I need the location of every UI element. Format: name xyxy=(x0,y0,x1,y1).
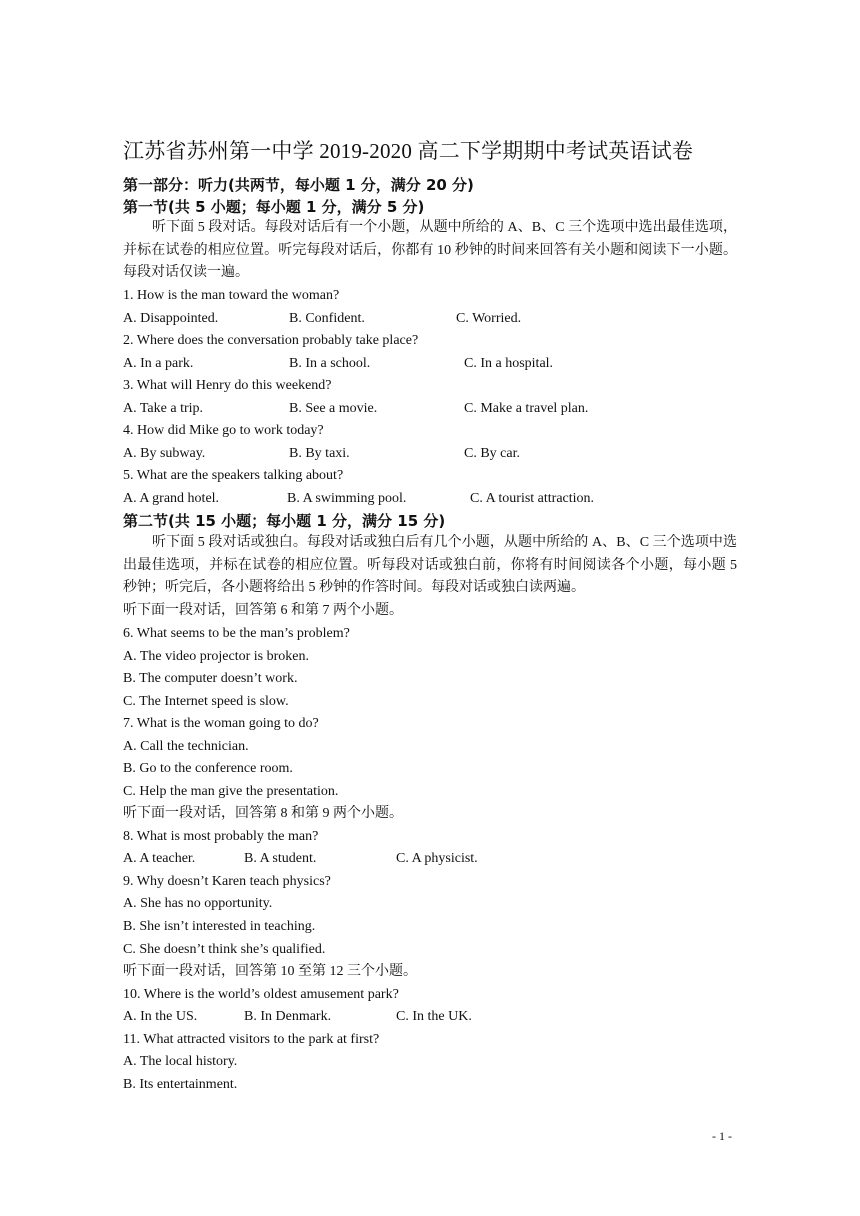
question-8-option-b: B. A student. xyxy=(244,851,317,866)
question-4-option-c: C. By car. xyxy=(464,446,520,461)
section1-heading: 第一节(共 5 小题；每小题 1 分，满分 5 分) xyxy=(123,198,425,216)
question-1-options xyxy=(123,309,743,329)
question-5-option-b: B. A swimming pool. xyxy=(287,491,407,506)
question-1-option-a: A. Disappointed. xyxy=(123,311,219,326)
question-10-options xyxy=(123,1007,743,1027)
question-6-option-c: C. The Internet speed is slow. xyxy=(123,694,289,709)
question-1-stem: 1. How is the man toward the woman? xyxy=(123,288,340,303)
question-6-stem: 6. What seems to be the man’s problem? xyxy=(123,626,350,641)
question-3-options xyxy=(123,399,743,419)
question-2-option-a: A. In a park. xyxy=(123,356,194,371)
question-10-stem: 10. Where is the world’s oldest amusement park? xyxy=(123,987,399,1002)
question-11-option-b: B. Its entertainment. xyxy=(123,1077,238,1092)
question-10-option-b: B. In Denmark. xyxy=(244,1009,332,1024)
question-2-options xyxy=(123,354,743,374)
question-11-stem: 11. What attracted visitors to the park at first? xyxy=(123,1032,380,1047)
question-10-option-c: C. In the UK. xyxy=(396,1009,472,1024)
question-11-option-a: A. The local history. xyxy=(123,1054,238,1069)
question-10-option-a: A. In the US. xyxy=(123,1009,198,1024)
question-3-stem: 3. What will Henry do this weekend? xyxy=(123,378,332,393)
question-5-option-c: C. A tourist attraction. xyxy=(470,491,595,506)
question-4-option-a: A. By subway. xyxy=(123,446,206,461)
question-8-option-a: A. A teacher. xyxy=(123,851,196,866)
dialog-8-9-intro: 听下面一段对话，回答第 8 和第 9 两个小题。 xyxy=(123,806,403,821)
question-6-option-a: A. The video projector is broken. xyxy=(123,649,309,664)
dialog-10-12-intro: 听下面一段对话，回答第 10 至第 12 三个小题。 xyxy=(123,964,417,979)
question-4-stem: 4. How did Mike go to work today? xyxy=(123,423,324,438)
page-number: - 1 - xyxy=(712,1129,732,1143)
question-7-stem: 7. What is the woman going to do? xyxy=(123,716,319,731)
section2-instructions: 听下面 5 段对话或独白。每段对话或独白后有几个小题，从题中所给的 A、B、C 三个选项中选出最佳选项，并标在试卷的相应位置。听每段对话或独白前，你将有时间阅读各个小题，每小题 5 秒钟；听完后，各小题将给出 5 秒钟的作答时间。每段对话或独白读两遍。 xyxy=(123,535,737,595)
dialog-6-7-intro: 听下面一段对话，回答第 6 和第 7 两个小题。 xyxy=(123,603,403,618)
question-4-options xyxy=(123,444,743,464)
question-9-option-b: B. She isn’t interested in teaching. xyxy=(123,919,316,934)
question-7-option-c: C. Help the man give the presentation. xyxy=(123,784,339,799)
question-2-option-c: C. In a hospital. xyxy=(464,356,554,371)
question-5-option-a: A. A grand hotel. xyxy=(123,491,220,506)
question-2-option-b: B. In a school. xyxy=(289,356,371,371)
question-9-stem: 9. Why doesn’t Karen teach physics? xyxy=(123,874,331,889)
question-3-option-a: A. Take a trip. xyxy=(123,401,204,416)
question-9-option-c: C. She doesn’t think she’s qualified. xyxy=(123,942,326,957)
question-7-option-b: B. Go to the conference room. xyxy=(123,761,293,776)
question-8-option-c: C. A physicist. xyxy=(396,851,478,866)
question-8-stem: 8. What is most probably the man? xyxy=(123,829,319,844)
section1-instructions: 听下面 5 段对话。每段对话后有一个小题，从题中所给的 A、B、C 三个选项中选出最佳选项，并标在试卷的相应位置。听完每段对话后，你都有 10 秒钟的时间来回答有关小题和阅读下一小题。每段对话仅读一遍。 xyxy=(123,220,737,280)
part1-heading: 第一部分：听力(共两节，每小题 1 分，满分 20 分) xyxy=(123,176,474,194)
question-1-option-c: C. Worried. xyxy=(456,311,522,326)
question-7-option-a: A. Call the technician. xyxy=(123,739,249,754)
question-3-option-c: C. Make a travel plan. xyxy=(464,401,589,416)
question-4-option-b: B. By taxi. xyxy=(289,446,350,461)
question-3-option-b: B. See a movie. xyxy=(289,401,378,416)
question-6-option-b: B. The computer doesn’t work. xyxy=(123,671,298,686)
page-title: 江苏省苏州第一中学 2019-2020 高二下学期期中考试英语试卷 xyxy=(123,139,694,163)
question-8-options xyxy=(123,849,743,869)
question-5-options xyxy=(123,489,743,509)
question-9-option-a: A. She has no opportunity. xyxy=(123,896,273,911)
question-2-stem: 2. Where does the conversation probably take place? xyxy=(123,333,419,348)
question-5-stem: 5. What are the speakers talking about? xyxy=(123,468,344,483)
section2-heading: 第二节(共 15 小题；每小题 1 分，满分 15 分) xyxy=(123,512,446,530)
question-1-option-b: B. Confident. xyxy=(289,311,365,326)
